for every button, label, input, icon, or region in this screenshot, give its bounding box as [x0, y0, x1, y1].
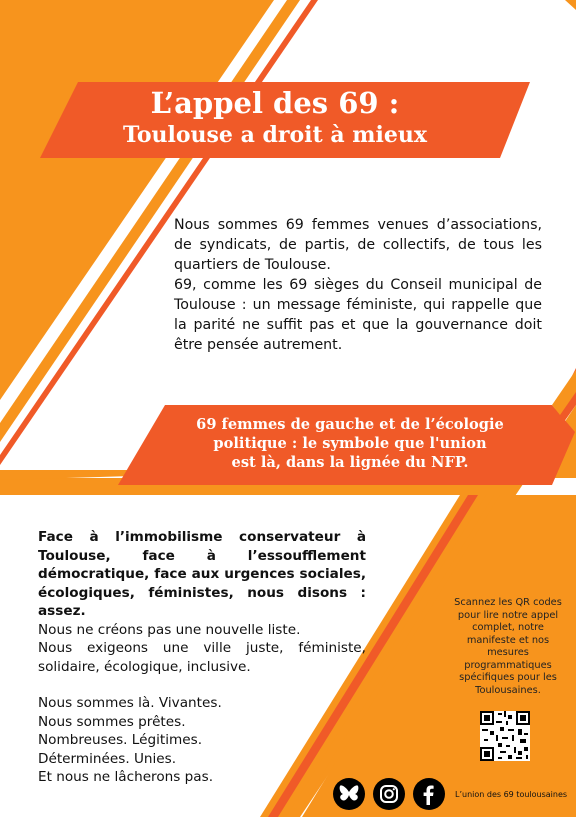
intro-paragraph-1: Nous sommes 69 femmes venues d’associations, de syndicats, de partis, de collectifs, de tous les quartiers de Toulouse. [174, 217, 542, 273]
slogan-line-1: 69 femmes de gauche et de l’écologie [196, 416, 504, 433]
instagram-link[interactable] [373, 778, 405, 810]
page-subtitle: Toulouse a droit à mieux [123, 122, 427, 148]
qr-instructions: Scannez les QR codes pour lire notre appel complet, notre manifeste et nos mesures programmatiques spécifiques pour les Toulousaines. [454, 597, 562, 696]
slogan-line-2: politique : le symbole que l'union [213, 435, 487, 452]
social-links [333, 778, 445, 812]
footer-org-name: L’union des 69 toulousaines [455, 790, 568, 799]
intro-text [174, 215, 542, 355]
closing-line: Déterminées. Unies. [38, 750, 177, 767]
closing-line: Nous sommes prêtes. [38, 713, 186, 730]
slogan-banner [150, 415, 550, 472]
facebook-link[interactable] [413, 778, 445, 810]
butterfly-icon [338, 784, 360, 804]
manifest-statement: Face à l’immobilisme conservateur à Toulouse, face à l’essoufflement démocratique, face aux urgences sociales, écologiques, féministes, nous disons : assez. [38, 529, 366, 619]
manifest-paragraph-2: Nous exigeons une ville juste, féministe, solidaire, écologique, inclusive. [38, 640, 366, 675]
slogan-line-3: est là, dans la lignée du NFP. [231, 454, 469, 471]
facebook-icon [419, 783, 439, 805]
closing-line: Et nous ne lâcherons pas. [38, 769, 214, 785]
qr-code[interactable] [480, 711, 530, 761]
manifest-text [38, 528, 366, 787]
instagram-icon [378, 783, 400, 805]
closing-line: Nombreuses. Légitimes. [38, 732, 203, 748]
intro-paragraph-2: 69, comme les 69 sièges du Conseil municipal de Toulouse : un message féministe, qui rappelle que la parité ne suffit pas et que la gouvernance doit être pensée autrement. [174, 277, 542, 353]
title-banner [40, 82, 510, 158]
bluesky-link[interactable] [333, 778, 365, 810]
manifest-paragraph-1: Nous ne créons pas une nouvelle liste. [38, 621, 301, 638]
page-title: L’appel des 69 : [150, 86, 400, 120]
closing-line: Nous sommes là. Vivantes. [38, 695, 222, 711]
